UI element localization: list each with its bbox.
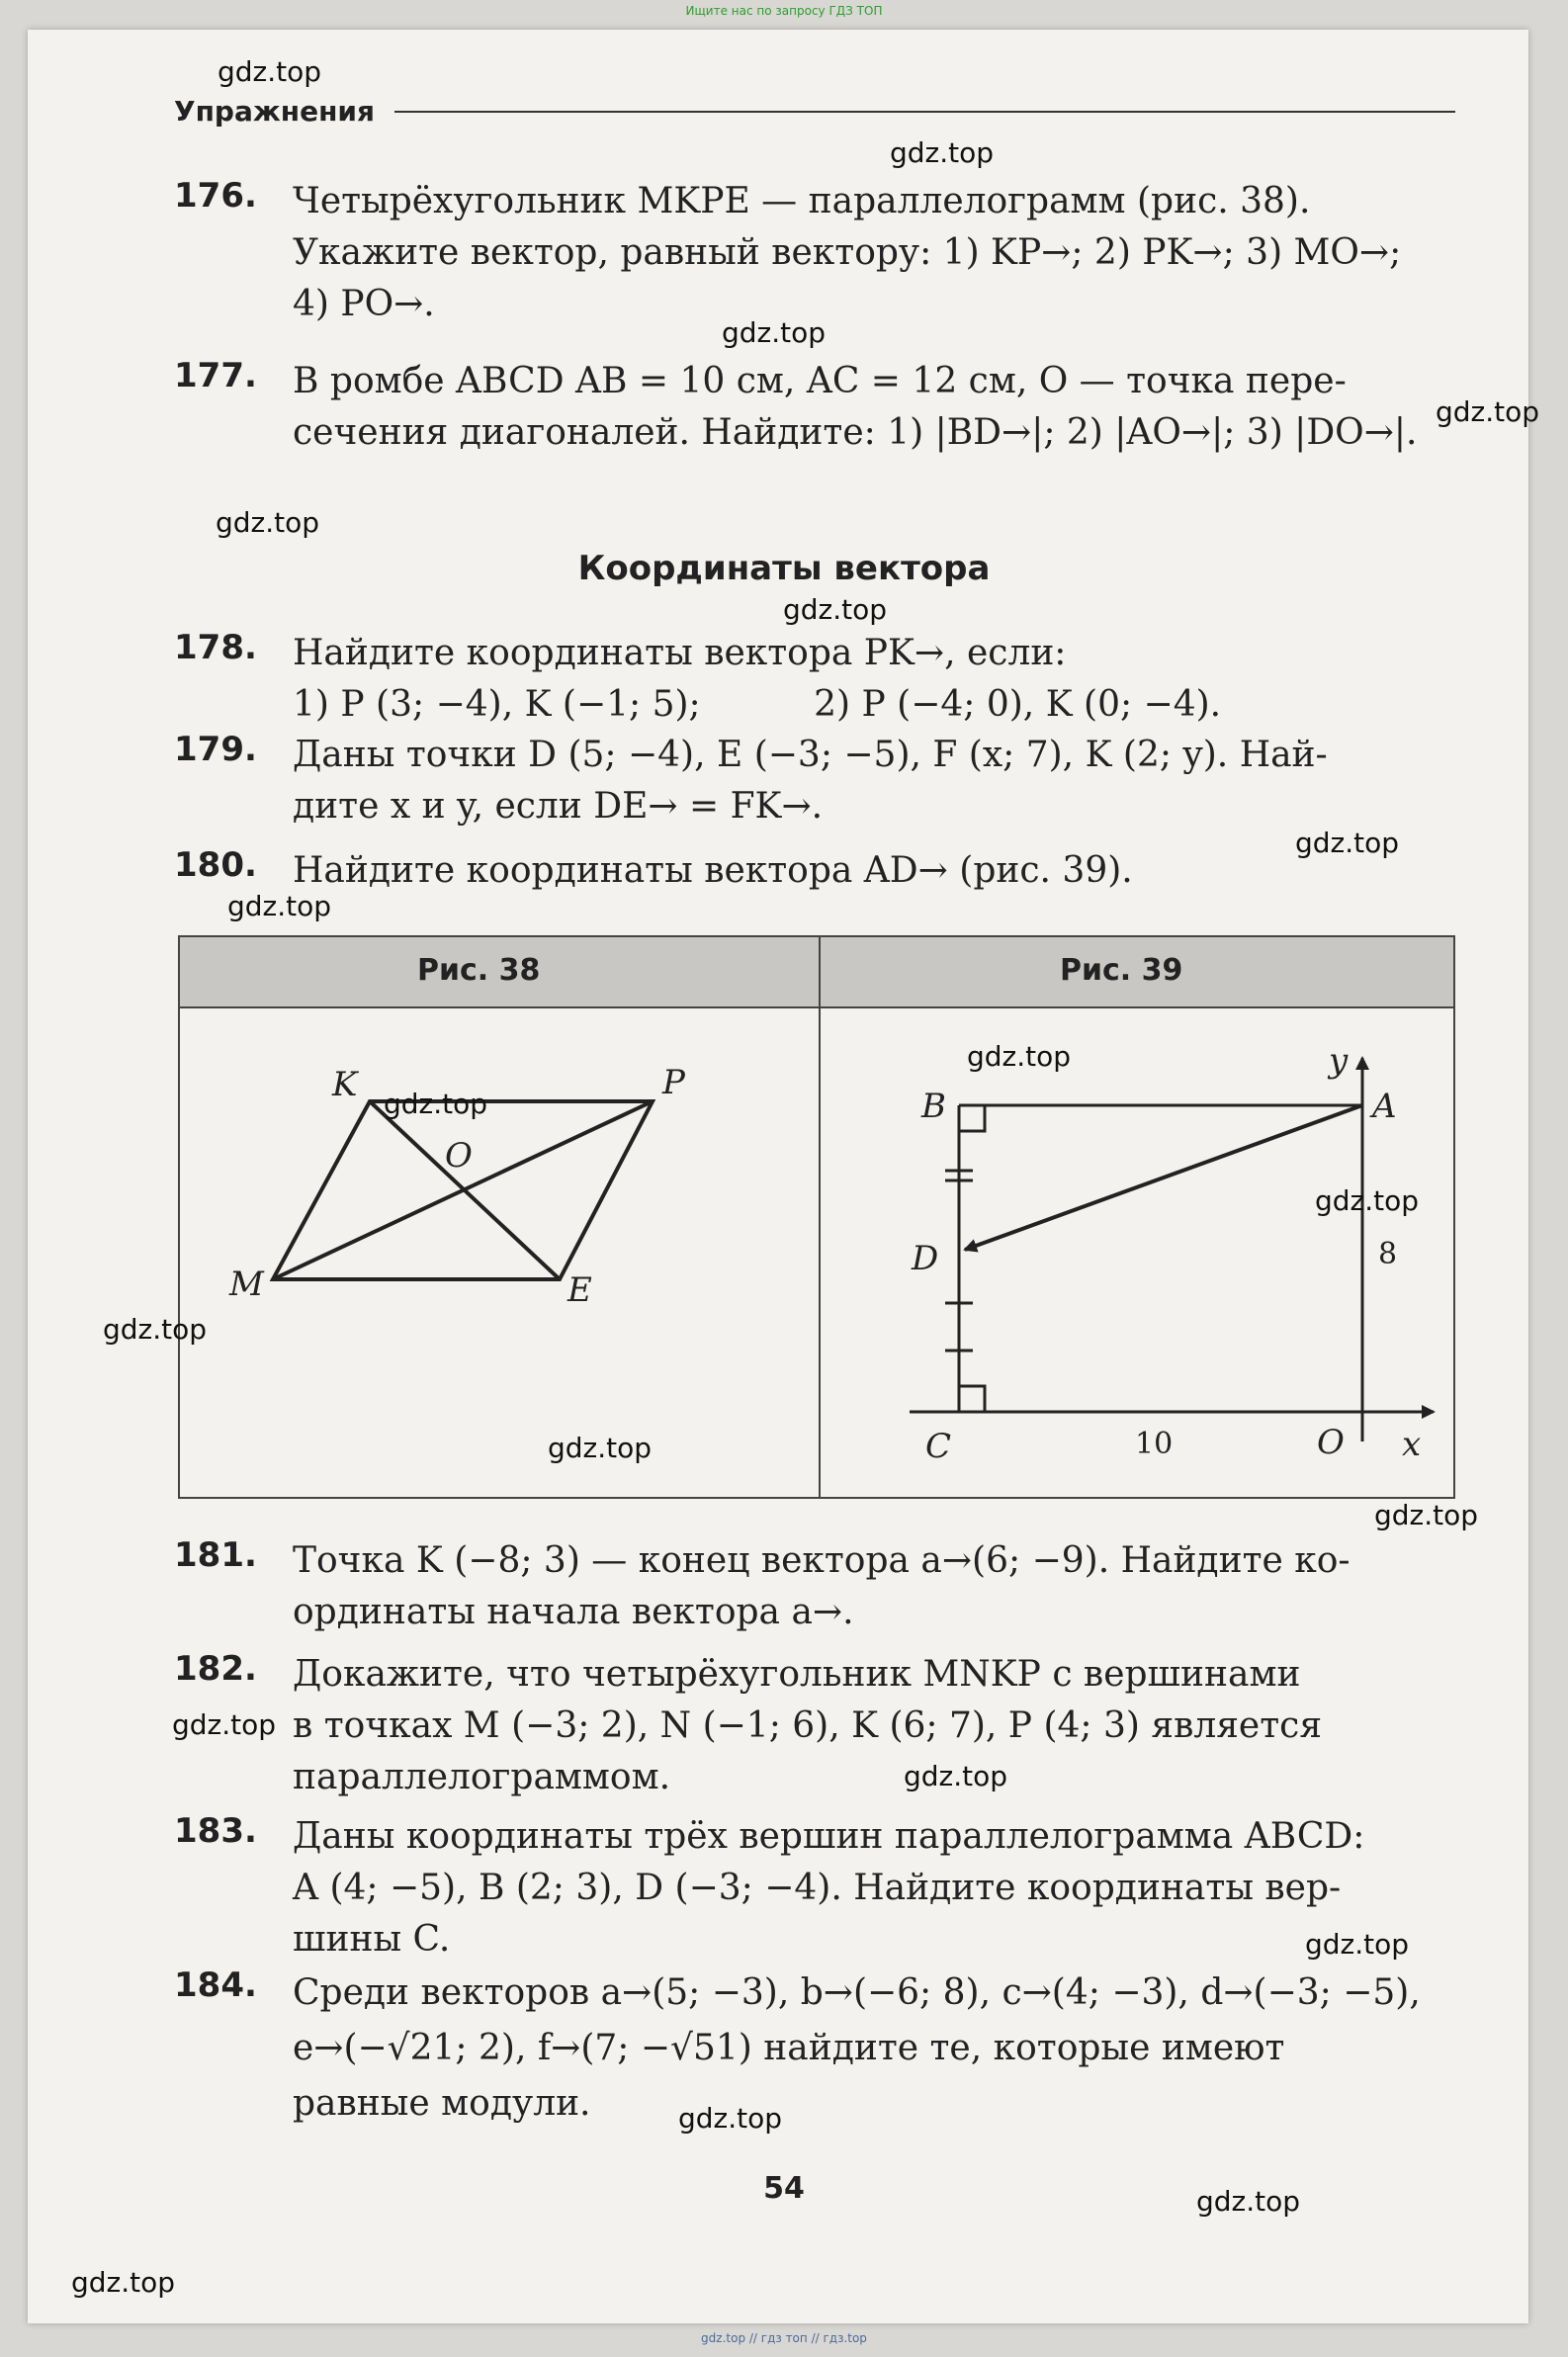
watermark: gdz.top (1196, 2185, 1301, 2218)
exercise-177 (174, 356, 1459, 459)
exercise-line: ординаты начала вектора a→. (293, 1592, 854, 1632)
exercise-number: 180. (174, 845, 257, 885)
label-c: C (925, 1427, 952, 1466)
exercise-181 (174, 1535, 1459, 1638)
label-a: A (1372, 1087, 1397, 1126)
label-o: O (445, 1136, 473, 1176)
watermark: gdz.top (783, 593, 888, 626)
watermark: gdz.top (904, 1760, 1008, 1792)
exercise-line: Точка K (−8; 3) — конец вектора a→(6; −9). Найдите ко- (293, 1540, 1350, 1581)
exercise-180 (174, 845, 1459, 897)
exercise-line: Даны координаты трёх вершин параллелограмма ABCD: (293, 1816, 1365, 1857)
fig39-caption: Рис. 39 (1060, 953, 1183, 988)
exercise-number: 179. (174, 730, 257, 769)
label-d: D (912, 1239, 939, 1278)
exercise-183 (174, 1811, 1459, 1965)
right-angle-c (959, 1386, 985, 1412)
watermark: gdz.top (1436, 395, 1540, 428)
figures-header (180, 937, 1453, 1008)
watermark: gdz.top (1374, 1499, 1479, 1531)
exercise-line: Найдите координаты вектора AD→ (рис. 39). (293, 850, 1133, 891)
exercise-number: 183. (174, 1811, 257, 1851)
exercise-line: параллелограммом. (293, 1757, 671, 1797)
diagonal-pm (273, 1101, 653, 1279)
page-number: 54 (763, 2171, 805, 2206)
watermark: gdz.top (890, 136, 995, 169)
fig39-coordinate-plane (821, 1006, 1457, 1497)
exercise-number: 177. (174, 356, 257, 395)
exercise-number: 184. (174, 1965, 257, 2005)
watermark: gdz.top (548, 1432, 653, 1464)
vector-ad (965, 1105, 1362, 1250)
exercise-line: дите x и y, если DE→ = FK→. (293, 786, 824, 827)
watermark: gdz.top (172, 1708, 277, 1741)
label-x: x (1402, 1425, 1422, 1464)
exercise-line: 4) PO→. (293, 284, 435, 324)
top-banner: Ищите нас по запросу ГДЗ ТОП (685, 4, 883, 18)
exercise-line: равные модули. (293, 2083, 591, 2124)
watermark: gdz.top (71, 2266, 176, 2299)
exercise-line: 1) P (3; −4), K (−1; 5); 2) P (−4; 0), K (0; −4). (293, 684, 1222, 725)
header-rule (394, 111, 1455, 113)
exercise-line: Докажите, что четырёхугольник MNKP с вершинами (293, 1654, 1301, 1695)
exercise-line: Даны точки D (5; −4), E (−3; −5), F (x; 7), K (2; y). Най- (293, 735, 1328, 775)
watermark: gdz.top (227, 890, 332, 922)
exercise-line: шины C. (293, 1919, 451, 1960)
section-header (174, 95, 1455, 128)
label-origin: O (1317, 1423, 1345, 1462)
fig38-parallelogram (180, 1006, 817, 1497)
exercise-178 (174, 628, 1459, 731)
label-p: P (662, 1063, 685, 1102)
fig38-caption: Рис. 38 (417, 953, 541, 988)
subheading: Координаты вектора (577, 549, 991, 588)
exercise-number: 181. (174, 1535, 257, 1575)
watermark: gdz.top (1295, 827, 1400, 859)
label-length-10: 10 (1135, 1427, 1174, 1461)
bottom-banner: gdz.top // гдз топ // гдз.top (701, 2331, 867, 2345)
label-b: B (921, 1087, 946, 1126)
watermark: gdz.top (722, 316, 827, 349)
exercise-179 (174, 730, 1459, 832)
watermark: gdz.top (678, 2102, 783, 2135)
exercise-line: сечения диагоналей. Найдите: 1) |BD→|; 2) |AO→|; 3) |DO→|. (293, 412, 1418, 453)
exercise-182 (174, 1649, 1459, 1803)
label-k: K (332, 1065, 358, 1104)
exercise-line: Четырёхугольник MKPE — параллелограмм (рис. 38). (293, 181, 1311, 221)
watermark: gdz.top (384, 1088, 488, 1120)
exercise-number: 182. (174, 1649, 257, 1689)
watermark: gdz.top (967, 1040, 1072, 1073)
watermark: gdz.top (216, 506, 320, 539)
exercise-number: 178. (174, 628, 257, 667)
label-y: y (1329, 1041, 1349, 1081)
exercise-line: Укажите вектор, равный вектору: 1) KP→; 2) PK→; 3) MO→; (293, 232, 1402, 273)
label-e: E (567, 1270, 592, 1310)
watermark: gdz.top (103, 1313, 208, 1346)
label-m: M (229, 1265, 264, 1304)
exercise-line: Среди векторов a→(5; −3), b→(−6; 8), c→(4; −3), d→(−3; −5), (293, 1972, 1421, 2013)
exercise-line: Найдите координаты вектора PK→, если: (293, 633, 1067, 673)
exercise-184 (174, 1965, 1459, 2132)
figures-panel (178, 935, 1455, 1499)
exercise-line: e→(−√21; 2), f→(7; −√51) найдите те, которые имеют (293, 2028, 1285, 2068)
exercise-line: В ромбе ABCD AB = 10 см, AC = 12 см, O — точка пере- (293, 361, 1347, 401)
exercise-line: A (4; −5), B (2; 3), D (−3; −4). Найдите координаты вер- (293, 1868, 1342, 1908)
right-angle-b (959, 1105, 985, 1131)
watermark: gdz.top (1305, 1928, 1410, 1961)
watermark: gdz.top (1315, 1184, 1420, 1217)
label-length-8: 8 (1378, 1237, 1398, 1271)
watermark: gdz.top (218, 55, 322, 88)
exercise-176 (174, 176, 1459, 330)
exercise-line: в точках M (−3; 2), N (−1; 6), K (6; 7), P (4; 3) является (293, 1705, 1323, 1746)
section-title: Упражнения (174, 95, 376, 128)
exercise-number: 176. (174, 176, 257, 216)
